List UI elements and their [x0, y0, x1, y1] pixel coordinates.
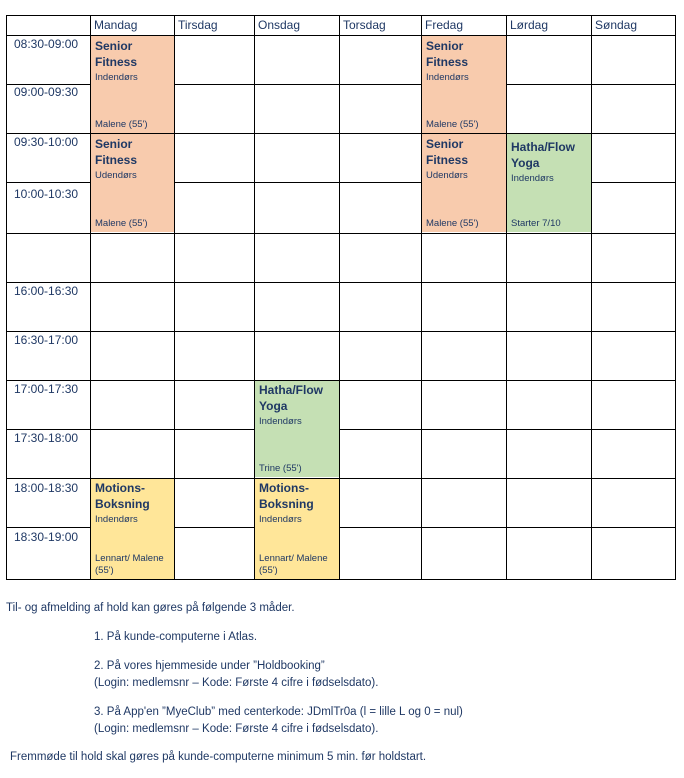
time-slot-label: 18:30-19:00 — [14, 530, 79, 544]
grid-line-horizontal — [175, 84, 421, 85]
grid-line-horizontal — [175, 182, 421, 183]
class-instructor: Lennart/ Malene (55') — [95, 553, 164, 576]
grid-line-horizontal — [6, 380, 676, 381]
class-title: Senior Fitness — [426, 137, 469, 167]
class-block-motions-boksning-mon[interactable] — [91, 478, 174, 579]
grid-line-horizontal — [6, 133, 676, 134]
grid-line-vertical — [174, 15, 175, 580]
class-location: Udendørs — [95, 170, 137, 181]
class-block-motions-boksning-wed[interactable] — [255, 478, 339, 579]
time-slot-label: 10:00-10:30 — [14, 187, 79, 201]
grid-line-vertical — [90, 15, 91, 580]
day-header-mandag: Mandag — [94, 18, 138, 32]
grid-line-horizontal — [6, 331, 676, 332]
grid-line-horizontal — [340, 429, 676, 430]
booking-method-3-login: (Login: medlemsnr – Kode: Første 4 cifre i fødselsdato). — [94, 723, 379, 735]
class-instructor: Lennart/ Malene (55') — [259, 553, 328, 576]
grid-line-vertical — [6, 15, 7, 580]
class-block-senior-fitness-fri-1[interactable] — [422, 36, 506, 133]
class-location: Indendørs — [259, 416, 302, 427]
class-block-senior-fitness-fri-2[interactable] — [422, 134, 506, 232]
grid-line-horizontal — [6, 527, 90, 528]
class-instructor: Malene (55') — [95, 218, 148, 229]
grid-line-horizontal — [6, 478, 676, 479]
day-header-tirsdag: Tirsdag — [178, 18, 218, 32]
class-instructor: Malene (55') — [426, 119, 479, 130]
class-title: Senior Fitness — [426, 39, 469, 69]
day-header-sondag: Søndag — [595, 18, 638, 32]
class-location: Indendørs — [511, 173, 554, 184]
grid-line-horizontal — [6, 429, 254, 430]
booking-intro-text: Til- og afmelding af hold kan gøres på følgende 3 måder. — [6, 602, 295, 614]
grid-line-horizontal — [6, 282, 676, 283]
grid-line-vertical — [421, 15, 422, 580]
time-slot-label: 18:00-18:30 — [14, 481, 79, 495]
grid-line-vertical — [506, 15, 507, 580]
class-location: Indendørs — [95, 514, 138, 525]
class-title: Motions-Boksning — [259, 481, 314, 511]
class-instructor: Malene (55') — [95, 119, 148, 130]
grid-line-horizontal — [507, 84, 676, 85]
class-location: Indendørs — [259, 514, 302, 525]
grid-line-horizontal — [6, 35, 676, 36]
class-block-hatha-flow-yoga-sat[interactable] — [507, 134, 591, 232]
grid-line-horizontal — [592, 182, 676, 183]
grid-line-horizontal — [6, 15, 676, 16]
grid-line-vertical — [675, 15, 676, 580]
class-block-senior-fitness-mon-1[interactable] — [91, 36, 174, 133]
booking-method-2: 2. På vores hjemmeside under ”Holdbooking” — [94, 660, 325, 672]
class-title: Senior Fitness — [95, 39, 138, 69]
class-title: Hatha/Flow Yoga — [511, 140, 576, 170]
class-location: Indendørs — [95, 72, 138, 83]
grid-line-horizontal — [6, 182, 90, 183]
time-slot-label: 16:30-17:00 — [14, 333, 79, 347]
class-instructor: Trine (55') — [259, 463, 302, 474]
class-location: Indendørs — [426, 72, 469, 83]
class-title: Senior Fitness — [95, 137, 138, 167]
grid-line-horizontal — [175, 527, 254, 528]
class-instructor: Malene (55') — [426, 218, 479, 229]
class-block-senior-fitness-mon-2[interactable] — [91, 134, 174, 232]
class-title: Motions-Boksning — [95, 481, 150, 511]
class-location: Udendørs — [426, 170, 468, 181]
class-title: Hatha/Flow Yoga — [259, 383, 324, 413]
grid-line-vertical — [339, 15, 340, 580]
booking-method-1: 1. På kunde-computerne i Atlas. — [94, 631, 258, 643]
grid-line-horizontal — [6, 579, 676, 580]
day-header-lordag: Lørdag — [510, 18, 549, 32]
day-header-fredag: Fredag — [425, 18, 464, 32]
class-block-hatha-flow-yoga-wed[interactable] — [255, 380, 339, 477]
time-slot-label: 16:00-16:30 — [14, 284, 79, 298]
class-instructor: Starter 7/10 — [511, 218, 561, 229]
booking-method-2-login: (Login: medlemsnr – Kode: Første 4 cifre i fødselsdato). — [94, 677, 379, 689]
grid-line-horizontal — [340, 527, 676, 528]
grid-line-vertical — [591, 15, 592, 580]
day-header-torsdag: Torsdag — [343, 18, 386, 32]
grid-line-horizontal — [6, 84, 90, 85]
attendance-footer-text: Fremmøde til hold skal gøres på kunde-computerne minimum 5 min. før holdstart. — [10, 751, 427, 763]
time-slot-label: 09:00-09:30 — [14, 85, 79, 99]
schedule-table — [6, 15, 676, 580]
time-slot-label: 08:30-09:00 — [14, 37, 79, 51]
time-slot-label: 09:30-10:00 — [14, 135, 79, 149]
booking-method-3: 3. På App'en ”MyeClub” med centerkode: JDmlTr0a (l = lille L og 0 = nul) — [94, 706, 463, 718]
grid-line-vertical — [254, 15, 255, 580]
time-slot-label: 17:00-17:30 — [14, 382, 79, 396]
grid-line-horizontal — [6, 233, 676, 234]
day-header-onsdag: Onsdag — [258, 18, 301, 32]
time-slot-label: 17:30-18:00 — [14, 431, 79, 445]
